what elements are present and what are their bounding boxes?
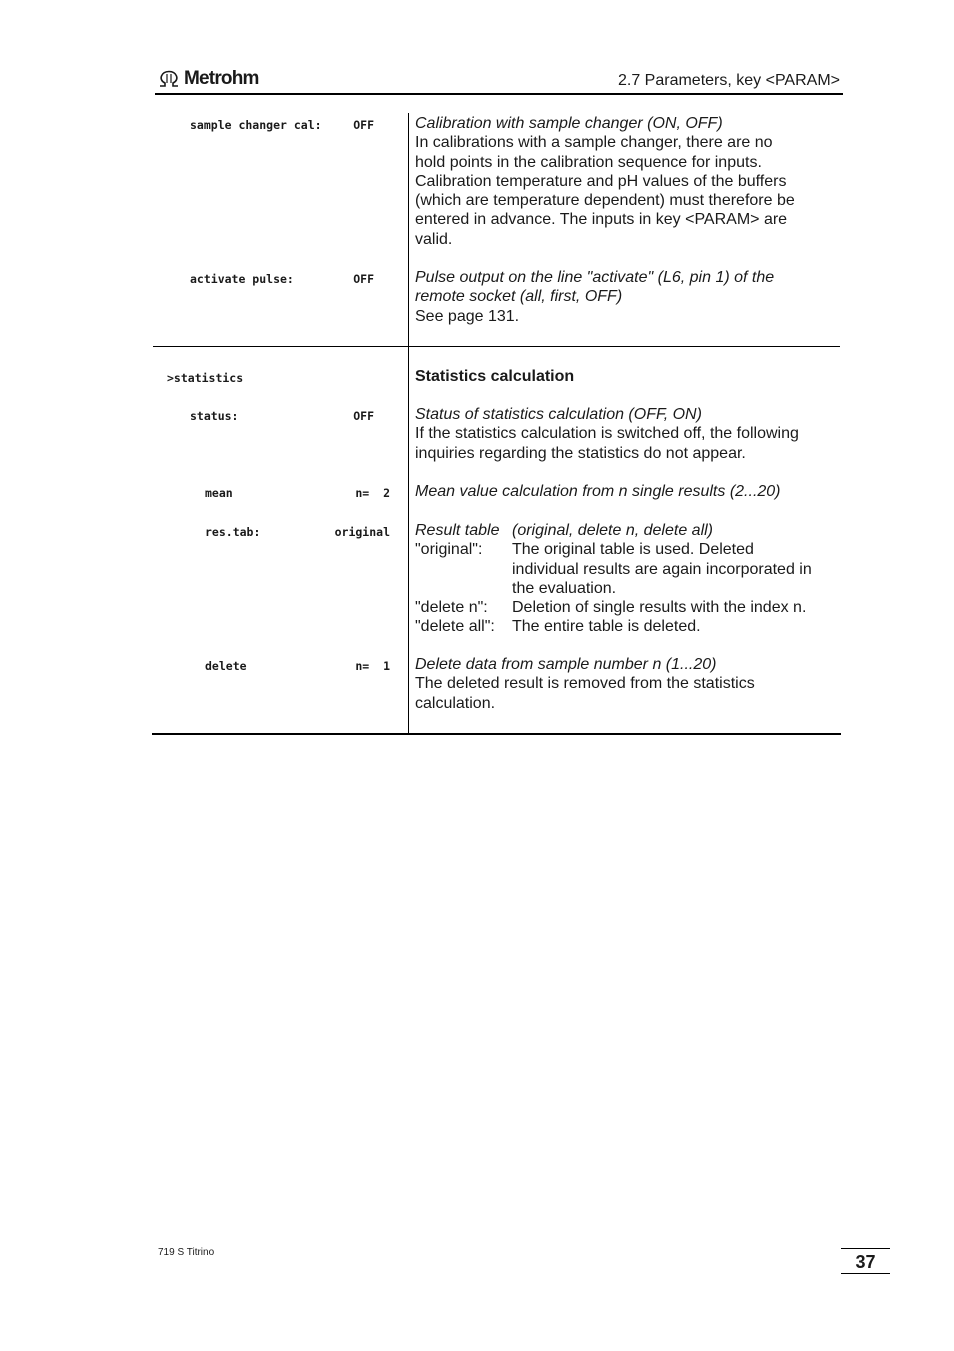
desc-line: In calibrations with a sample changer, there are no xyxy=(415,134,773,152)
desc-line: inquiries regarding the statistics do not appear. xyxy=(415,444,746,462)
result-table-options: (original, delete n, delete all) xyxy=(512,522,714,539)
desc-res-tab xyxy=(415,521,845,637)
desc-line: calculation. xyxy=(415,694,496,712)
definition-row xyxy=(415,540,845,598)
param-activate-pulse-label: activate pulse: xyxy=(190,272,294,286)
param-delete-label: delete xyxy=(205,659,247,673)
desc-title-row xyxy=(415,521,845,540)
param-res-tab-label: res.tab: xyxy=(205,525,261,539)
desc-title-line: Pulse output on the line "activate" (L6, pin 1) of the xyxy=(415,269,775,286)
page-number: 37 xyxy=(841,1248,890,1274)
desc-activate-pulse xyxy=(415,268,845,326)
section-title: 2.7 Parameters, key <PARAM> xyxy=(617,72,840,89)
result-table-title: Result table xyxy=(415,522,500,539)
desc-line: The deleted result is removed from the statistics xyxy=(415,675,755,693)
desc-line: (which are temperature dependent) must therefore be xyxy=(415,192,795,210)
footer-product: 719 S Titrino xyxy=(158,1247,215,1258)
desc-status xyxy=(415,405,845,463)
param-mean-label: mean xyxy=(205,486,233,500)
definition-line: Deletion of single results with the index n. xyxy=(512,599,807,617)
param-statistics-label: >statistics xyxy=(167,371,244,385)
brand-logo xyxy=(158,68,259,90)
desc-line: valid. xyxy=(415,230,453,248)
definition-key: "original": xyxy=(415,541,483,559)
param-delete-value: n= 1 xyxy=(355,659,390,673)
definition-line: individual results are again incorporated in xyxy=(512,560,812,578)
definition-key: "delete all": xyxy=(415,618,495,636)
desc-line: Calibration temperature and pH values of the buffers xyxy=(415,172,787,190)
definition-line: the evaluation. xyxy=(512,579,617,597)
param-activate-pulse-value: OFF xyxy=(353,272,374,286)
desc-line: If the statistics calculation is switched off, the following xyxy=(415,425,799,443)
definition-row xyxy=(415,598,845,617)
desc-title-line: remote socket (all, first, OFF) xyxy=(415,288,623,306)
section-divider xyxy=(153,346,840,347)
param-sample-changer-cal-value: OFF xyxy=(353,118,374,132)
desc-mean-title: Mean value calculation from n single results (2...20) xyxy=(415,483,781,500)
column-divider xyxy=(408,113,409,734)
definition-line: The entire table is deleted. xyxy=(512,618,701,636)
definition-row xyxy=(415,617,845,636)
table-bottom-rule xyxy=(152,733,841,735)
param-status-label: status: xyxy=(190,409,239,423)
desc-title: Status of statistics calculation (OFF, ON) xyxy=(415,406,702,423)
desc-title: Calibration with sample changer (ON, OFF) xyxy=(415,115,723,132)
param-mean-value: n= 2 xyxy=(355,486,390,500)
metrohm-omega-icon xyxy=(158,70,180,88)
definition-key: "delete n": xyxy=(415,599,488,617)
brand-name: Metrohm xyxy=(184,68,259,89)
desc-title: Delete data from sample number n (1...20) xyxy=(415,656,717,673)
param-res-tab-value: original xyxy=(334,525,390,539)
desc-sample-changer-cal xyxy=(415,114,845,249)
header-rule xyxy=(155,93,843,95)
desc-see-page: See page 131. xyxy=(415,307,520,325)
definition-line: The original table is used. Deleted xyxy=(512,541,754,559)
desc-delete xyxy=(415,655,845,713)
param-status-value: OFF xyxy=(353,409,374,423)
desc-line: entered in advance. The inputs in key <PARAM> are xyxy=(415,211,788,229)
statistics-heading: Statistics calculation xyxy=(415,368,575,385)
param-sample-changer-cal-label: sample changer cal: xyxy=(190,118,322,132)
desc-line: hold points in the calibration sequence for inputs. xyxy=(415,153,762,171)
